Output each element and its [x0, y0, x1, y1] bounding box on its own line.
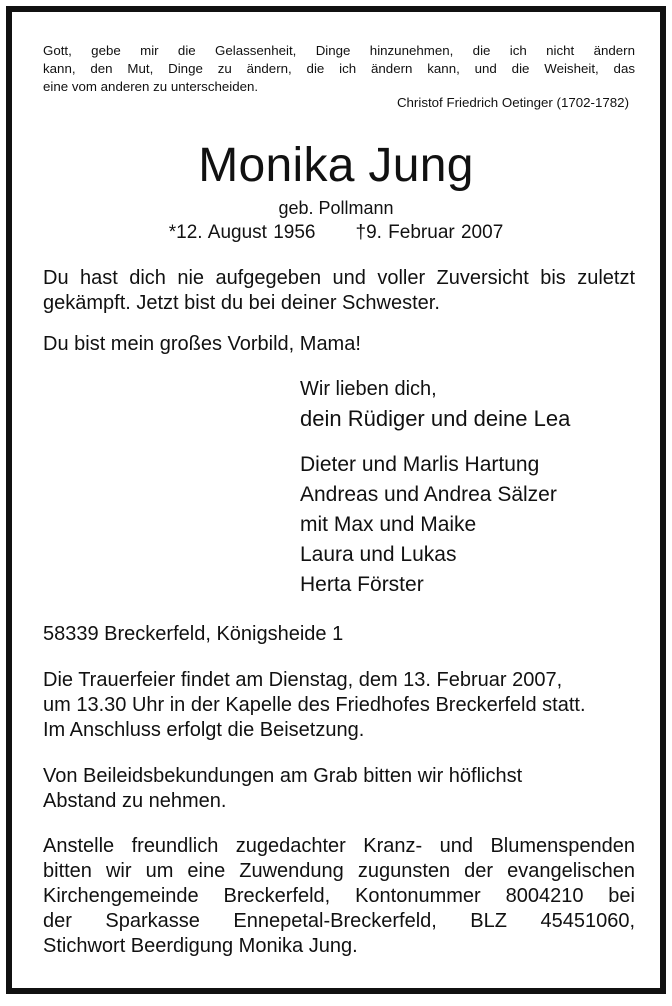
deceased-name: Monika Jung [198, 139, 474, 192]
signature-intro: Wir lieben dich, [300, 378, 437, 400]
birth-date: 12. August 1956 [176, 222, 316, 243]
maiden-name: geb. Pollmann [278, 198, 394, 218]
condolence-line: Von Beileidsbekundungen am Grab bitten wir höflichst [43, 765, 523, 787]
signature-name: Andreas und Andrea Sälzer [300, 483, 557, 506]
funeral-line: um 13.30 Uhr in der Kapelle des Friedhofes Breckerfeld statt. [43, 694, 586, 716]
signature-name: Dieter und Marlis Hartung [300, 453, 540, 476]
death-date: 9. Februar 2007 [366, 222, 504, 243]
obituary-notice [6, 6, 666, 994]
quote-line: Gott, gebe mir die Gelassenheit, Dinge hinzunehmen, die ich nicht ändern [43, 43, 635, 58]
donation-request [43, 834, 635, 959]
message-line: Du hast dich nie aufgegeben und voller Zuversicht bis zuletzt [43, 267, 635, 289]
donation-line: der Sparkasse Ennepetal-Breckerfeld, BLZ 45451060, [43, 910, 635, 932]
condolence-line: Abstand zu nehmen. [43, 790, 227, 812]
opening-quote [43, 42, 635, 96]
donation-line: Anstelle freundlich zugedachter Kranz- und Blumenspenden [43, 835, 635, 857]
message-text: Du bist mein großes Vorbild, Mama! [43, 333, 361, 355]
condolence-note [43, 764, 635, 814]
message-line-mama [43, 332, 635, 357]
donation-line: Stichwort Beerdigung Monika Jung. [43, 935, 358, 957]
signature-name: Laura und Lukas [300, 543, 457, 566]
quote-attribution: Christof Friedrich Oetinger (1702-1782) [396, 95, 629, 110]
signature-primary: dein Rüdiger und deine Lea [300, 406, 571, 431]
funeral-info [43, 668, 635, 743]
signature-name: mit Max und Maike [300, 513, 477, 536]
quote-line: eine vom anderen zu unterscheiden. [43, 79, 259, 94]
funeral-line: Die Trauerfeier findet am Dienstag, dem 13. Februar 2007, [43, 669, 563, 691]
funeral-line: Im Anschluss erfolgt die Beisetzung. [43, 719, 365, 741]
address-text: 58339 Breckerfeld, Königsheide 1 [43, 623, 344, 645]
quote-line: kann, den Mut, Dinge zu ändern, die ich ändern kann, und die Weisheit, das [43, 61, 635, 76]
born-symbol: * [168, 222, 177, 243]
died-symbol: † [355, 222, 367, 243]
donation-line: bitten wir um eine Zuwendung zugunsten der evangelischen [43, 860, 635, 882]
message-line: gekämpft. Jetzt bist du bei deiner Schwester. [43, 292, 440, 314]
message-paragraph [43, 266, 635, 316]
address [43, 622, 635, 647]
donation-line: Kirchengemeinde Breckerfeld, Kontonummer 8004210 bei [43, 885, 635, 907]
signature-name: Herta Förster [300, 573, 424, 596]
life-dates [12, 222, 660, 244]
